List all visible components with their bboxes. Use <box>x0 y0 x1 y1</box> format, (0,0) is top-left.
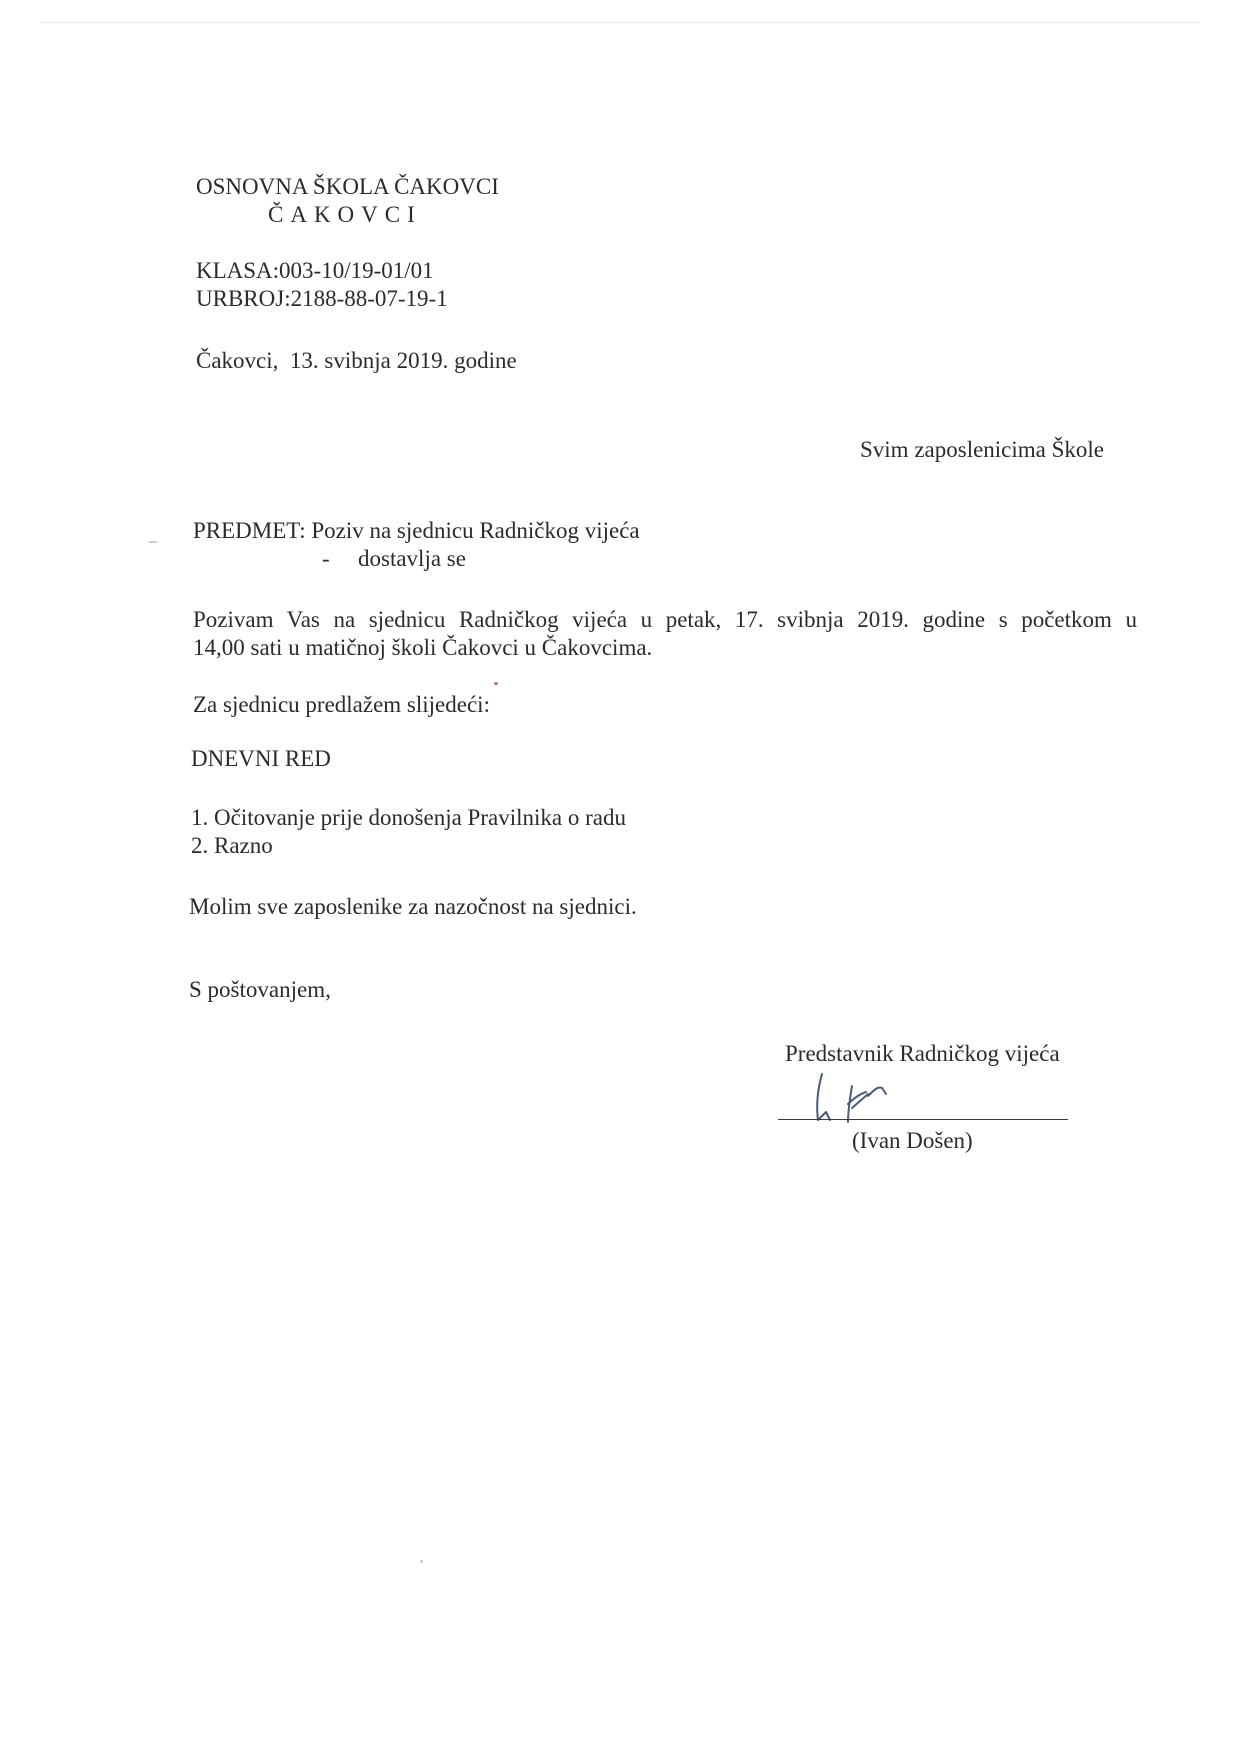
agenda-item: 1. Očitovanje prije donošenja Pravilnika o radu <box>191 805 626 830</box>
scan-speck <box>420 1560 423 1563</box>
salutation: S poštovanjem, <box>189 977 331 1002</box>
school-town: ČAKOVCI <box>268 202 422 227</box>
place-and-date: Čakovci, 13. svibnja 2019. godine <box>196 348 517 373</box>
subject-dash: - <box>322 546 330 571</box>
subject-subline: dostavlja se <box>358 546 466 571</box>
agenda-title: DNEVNI RED <box>191 746 331 771</box>
agenda-item: 2. Razno <box>191 833 273 858</box>
klasa-number: KLASA:003-10/19-01/01 <box>196 258 434 283</box>
signature-line <box>778 1119 1068 1120</box>
invitation-paragraph-line-2: 14,00 sati u matičnoj školi Čakovci u Čakovcima. <box>193 635 653 660</box>
invitation-paragraph-line-1: Pozivam Vas na sjednicu Radničkog vijeća u petak, 17. svibnja 2019. godine s početkom u <box>193 607 1137 632</box>
recipient: Svim zaposlenicima Škole <box>860 437 1105 462</box>
scan-speck <box>148 541 158 543</box>
urbroj-number: URBROJ:2188-88-07-19-1 <box>196 286 448 311</box>
signatory-title: Predstavnik Radničkog vijeća <box>785 1041 1060 1066</box>
signatory-name: (Ivan Došen) <box>852 1128 973 1153</box>
scan-edge-line <box>40 22 1200 23</box>
proposal-line: Za sjednicu predlažem slijedeći: <box>193 692 490 717</box>
school-name: OSNOVNA ŠKOLA ČAKOVCI <box>196 174 499 199</box>
scan-speck <box>494 682 498 685</box>
subject-line: PREDMET: Poziv na sjednicu Radničkog vijeća <box>193 518 640 543</box>
attendance-request: Molim sve zaposlenike za nazočnost na sjednici. <box>189 894 637 919</box>
